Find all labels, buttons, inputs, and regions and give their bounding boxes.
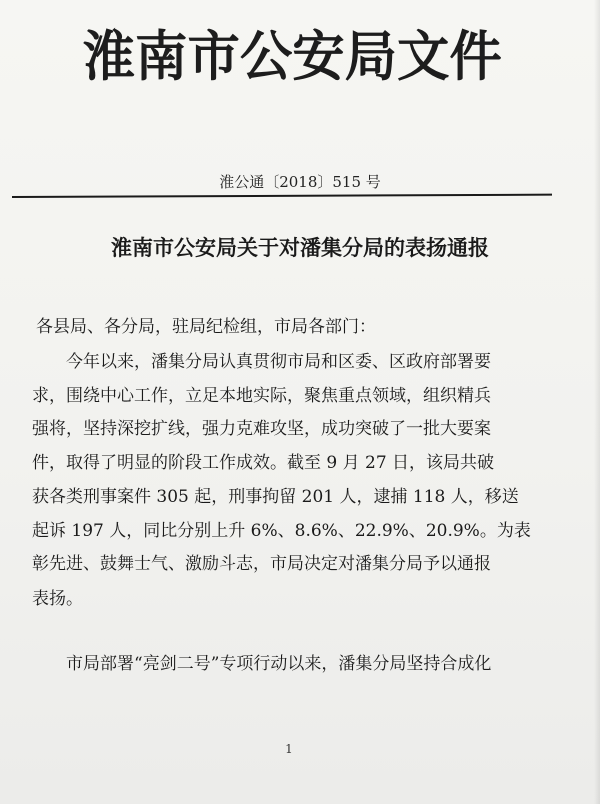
addressee-line: 各县局、各分局，驻局纪检组，市局各部门：: [36, 317, 376, 337]
paragraph-1-line-3: 强将，坚持深挖扩线，强力克难攻坚，成功突破了一批大要案: [32, 419, 491, 439]
header-divider-line: [12, 194, 552, 198]
paragraph-2-line-1: 市局部署“亮剑二号”专项行动以来，潘集分局坚持合成化: [66, 654, 492, 674]
paragraph-1-line-7: 彰先进、鼓舞士气、激励斗志，市局决定对潘集分局予以通报: [32, 554, 491, 574]
paragraph-1-line-5: 获各类刑事案件 305 起，刑事拘留 201 人，逮捕 118 人，移送: [32, 487, 519, 507]
paragraph-1-line-8: 表扬。: [32, 589, 83, 609]
paragraph-1-line-4: 件，取得了明显的阶段工作成效。截至 9 月 27 日，该局共破: [32, 453, 495, 473]
document-number: 淮公通〔2018〕515 号: [219, 173, 381, 191]
page-number: 1: [285, 742, 293, 756]
notice-title: 淮南市公安局关于对潘集分局的表扬通报: [111, 235, 489, 260]
paragraph-1-line-1: 今年以来，潘集分局认真贯彻市局和区委、区政府部署要: [66, 352, 491, 372]
document-header-title: 淮南市公安局文件: [82, 24, 502, 88]
page-edge-shadow: [594, 0, 600, 804]
paragraph-1-line-6: 起诉 197 人，同比分别上升 6%、8.6%、22.9%、20.9%。为表: [32, 521, 531, 541]
paragraph-1-line-2: 求，围绕中心工作，立足本地实际，聚焦重点领域，组织精兵: [32, 386, 491, 406]
